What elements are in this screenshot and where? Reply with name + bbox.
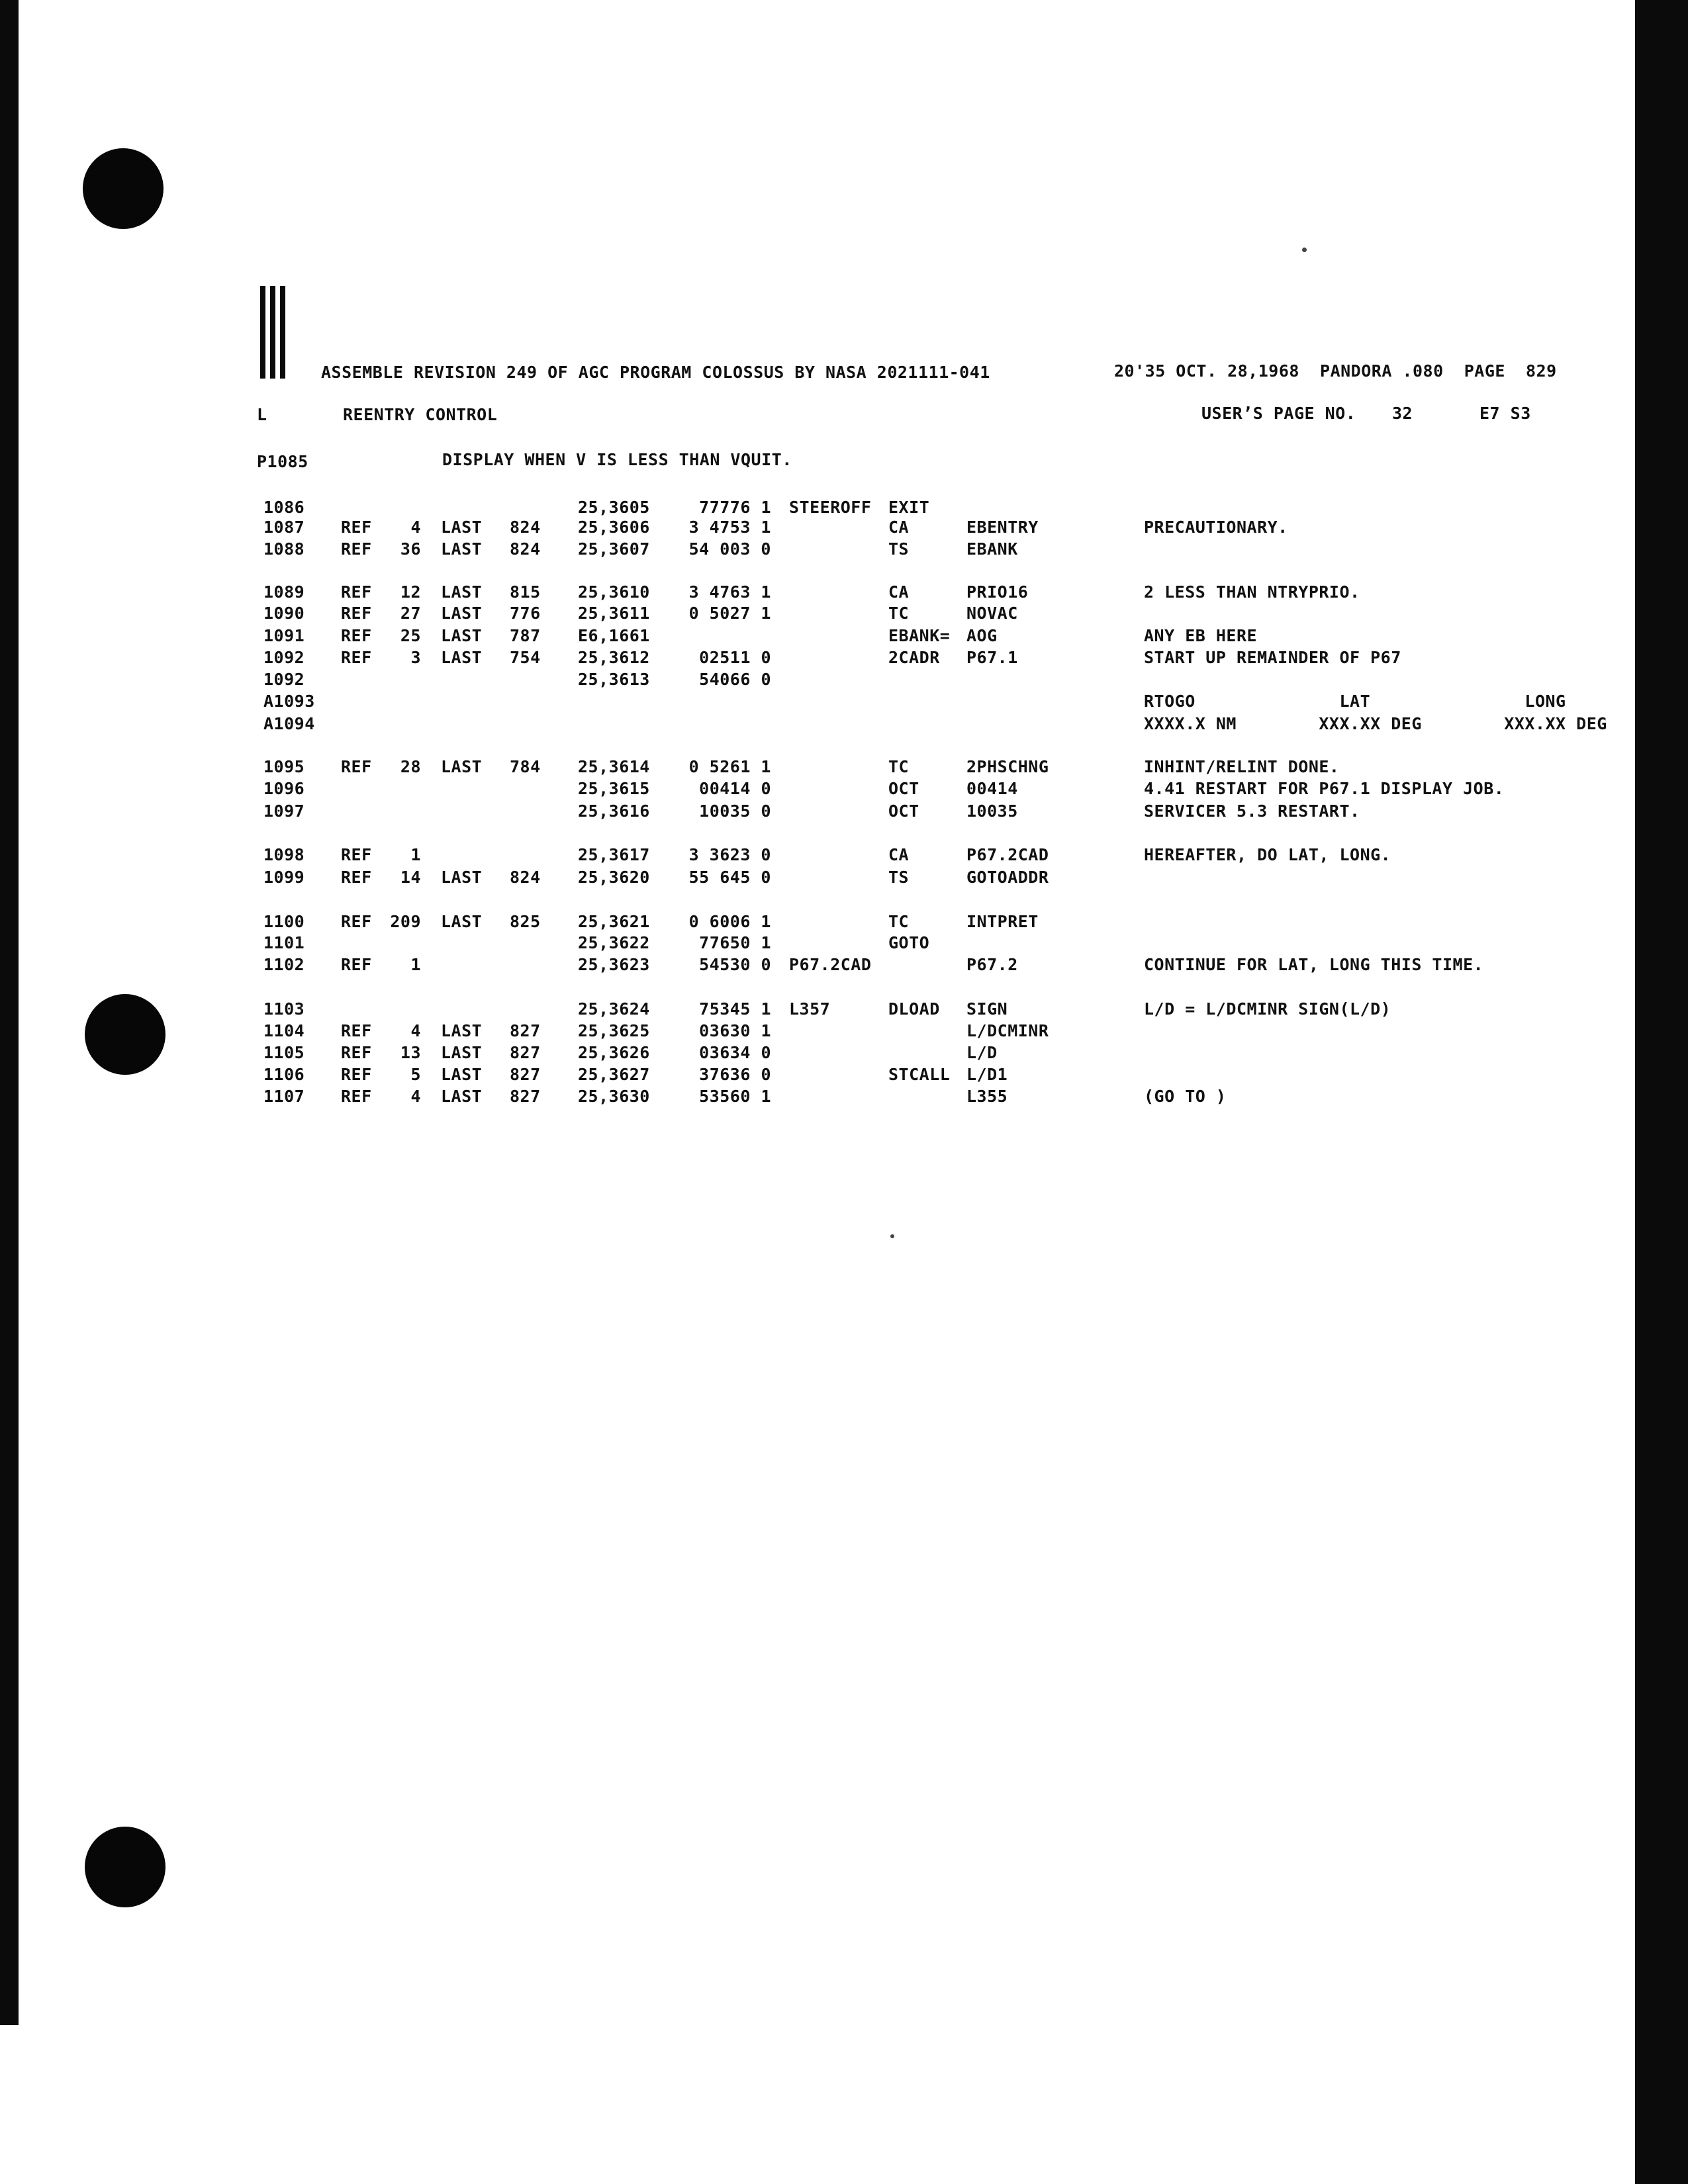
listing-cell-ref: REF <box>341 1065 372 1084</box>
listing-cell-line: 1104 <box>263 1021 305 1040</box>
listing-cell-ref: REF <box>341 912 372 931</box>
punch-hole-top <box>83 148 164 229</box>
listing-cell-lastnum: 815 <box>510 582 541 602</box>
listing-cell-ref: REF <box>341 604 372 623</box>
listing-cell-operand: P67.2CAD <box>966 845 1049 864</box>
listing-cell-last: LAST <box>441 1043 483 1062</box>
listing-cell-comment: HEREAFTER, DO LAT, LONG. <box>1144 845 1391 864</box>
listing-cell-last: LAST <box>441 757 483 776</box>
listing-cell-last: LAST <box>441 648 483 667</box>
log-section-letter: L <box>257 405 267 424</box>
listing-cell-octal: 3 3623 0 <box>688 845 771 864</box>
listing-cell-line: 1101 <box>263 933 305 952</box>
listing-cell-operand: L/D1 <box>966 1065 1008 1084</box>
listing-cell-line: 1087 <box>263 518 305 537</box>
listing-cell-refnum: 3 <box>410 648 421 667</box>
listing-cell-comment: 4.41 RESTART FOR P67.1 DISPLAY JOB. <box>1144 779 1505 798</box>
listing-cell-label: P67.2CAD <box>789 955 872 974</box>
listing-cell-lastnum: 754 <box>510 648 541 667</box>
barcode-mark <box>260 286 295 379</box>
listing-cell-operand: 2PHSCHNG <box>966 757 1049 776</box>
listing-cell-line: 1092 <box>263 648 305 667</box>
listing-cell-addr: 25,3614 <box>578 757 650 776</box>
listing-cell-line: 1086 <box>263 498 305 517</box>
scan-speck <box>890 1234 894 1238</box>
listing-cell-line: 1105 <box>263 1043 305 1062</box>
listing-cell-lastnum: 825 <box>510 912 541 931</box>
listing-cell-line: 1100 <box>263 912 305 931</box>
listing-cell-refnum: 12 <box>400 582 421 602</box>
section-title: REENTRY CONTROL <box>343 405 498 424</box>
listing-cell-last: LAST <box>441 604 483 623</box>
listing-cell-refnum: 14 <box>400 868 421 887</box>
listing-cell-refnum: 4 <box>410 518 421 537</box>
listing-cell-label: STEEROFF <box>789 498 872 517</box>
listing-cell-line: 1091 <box>263 626 305 645</box>
listing-cell-octal: 02511 0 <box>699 648 771 667</box>
listing-cell-octal: 0 5027 1 <box>688 604 771 623</box>
listing-cell-lastnum: 776 <box>510 604 541 623</box>
listing-cell-last: LAST <box>441 1065 483 1084</box>
listing-cell-last: LAST <box>441 868 483 887</box>
listing-cell-operand: EBANK <box>966 539 1018 559</box>
listing-cell-line: 1098 <box>263 845 305 864</box>
listing-cell-addr: 25,3611 <box>578 604 650 623</box>
listing-cell-octal: 3 4763 1 <box>688 582 771 602</box>
listing-cell-ref: REF <box>341 648 372 667</box>
listing-cell-comment: PRECAUTIONARY. <box>1144 518 1288 537</box>
listing-cell-comment: (GO TO ) <box>1144 1087 1227 1106</box>
listing-cell-lastnum: 787 <box>510 626 541 645</box>
listing-cell-refnum: 1 <box>410 845 421 864</box>
listing-cell-octal: 54066 0 <box>699 670 771 689</box>
listing-cell-lastnum: 827 <box>510 1065 541 1084</box>
listing-cell-lastnum: 784 <box>510 757 541 776</box>
listing-cell-addr: E6,1661 <box>578 626 650 645</box>
listing-cell-lastnum: 827 <box>510 1043 541 1062</box>
listing-cell-line: 1088 <box>263 539 305 559</box>
listing-cell-addr: 25,3616 <box>578 801 650 821</box>
user-page-number: 32 <box>1392 404 1413 423</box>
listing-cell-last: LAST <box>441 582 483 602</box>
listing-cell-lastnum: 824 <box>510 518 541 537</box>
listing-cell-op: TC <box>888 912 910 931</box>
listing-cell-addr: 25,3607 <box>578 539 650 559</box>
listing-cell-operand: P67.1 <box>966 648 1018 667</box>
listing-cell-refnum: 5 <box>410 1065 421 1084</box>
listing-cell-op: GOTO <box>888 933 930 952</box>
listing-cell-addr: 25,3610 <box>578 582 650 602</box>
listing-cell-operand: SIGN <box>966 999 1008 1019</box>
listing-cell-last: LAST <box>441 912 483 931</box>
listing-cell-lastnum: 824 <box>510 868 541 887</box>
listing-cell-label: L357 <box>789 999 831 1019</box>
listing-cell-line: 1107 <box>263 1087 305 1106</box>
listing-cell-refnum: 209 <box>390 912 421 931</box>
listing-cell-comment: INHINT/RELINT DONE. <box>1144 757 1340 776</box>
listing-cell-refnum: 4 <box>410 1021 421 1040</box>
page-header-right: 20'35 OCT. 28,1968 PANDORA .080 PAGE 829 <box>1114 361 1557 381</box>
listing-cell-comment: CONTINUE FOR LAT, LONG THIS TIME. <box>1144 955 1484 974</box>
listing-cell-ref: REF <box>341 518 372 537</box>
listing-cell-line: 1095 <box>263 757 305 776</box>
punch-hole-bottom <box>85 1827 165 1907</box>
listing-cell-line: 1097 <box>263 801 305 821</box>
listing-cell-addr: 25,3612 <box>578 648 650 667</box>
listing-cell-op: CA <box>888 845 910 864</box>
listing-cell-last: LAST <box>441 1021 483 1040</box>
listing-cell-addr: 25,3621 <box>578 912 650 931</box>
listing-cell-addr: 25,3606 <box>578 518 650 537</box>
listing-cell-comment: XXXX.X NM XXX.XX DEG XXX.XX DEG <box>1144 714 1607 733</box>
listing-cell-operand: 10035 <box>966 801 1018 821</box>
listing-cell-op: TC <box>888 757 910 776</box>
listing-cell-line: 1102 <box>263 955 305 974</box>
listing-cell-octal: 77650 1 <box>699 933 771 952</box>
listing-cell-last: LAST <box>441 518 483 537</box>
listing-cell-last: LAST <box>441 539 483 559</box>
listing-cell-lastnum: 827 <box>510 1087 541 1106</box>
listing-cell-line: 1103 <box>263 999 305 1019</box>
listing-cell-octal: 3 4753 1 <box>688 518 771 537</box>
listing-cell-addr: 25,3626 <box>578 1043 650 1062</box>
listing-cell-last: LAST <box>441 1087 483 1106</box>
listing-cell-line: A1093 <box>263 692 315 711</box>
listing-cell-addr: 25,3605 <box>578 498 650 517</box>
listing-cell-ref: REF <box>341 868 372 887</box>
listing-cell-refnum: 36 <box>400 539 421 559</box>
title-line-number: P1085 <box>257 452 308 471</box>
listing-cell-comment: RTOGO LAT LONG <box>1144 692 1566 711</box>
listing-cell-refnum: 28 <box>400 757 421 776</box>
listing-cell-line: 1096 <box>263 779 305 798</box>
listing-cell-op: OCT <box>888 801 919 821</box>
listing-cell-line: 1090 <box>263 604 305 623</box>
listing-cell-operand: PRIO16 <box>966 582 1029 602</box>
listing-cell-octal: 10035 0 <box>699 801 771 821</box>
listing-cell-operand: AOG <box>966 626 998 645</box>
listing-cell-ref: REF <box>341 1043 372 1062</box>
title-line-text: DISPLAY WHEN V IS LESS THAN VQUIT. <box>442 450 792 469</box>
listing-cell-addr: 25,3624 <box>578 999 650 1019</box>
listing-cell-op: TS <box>888 539 910 559</box>
listing-cell-ref: REF <box>341 539 372 559</box>
listing-cell-lastnum: 824 <box>510 539 541 559</box>
listing-cell-addr: 25,3615 <box>578 779 650 798</box>
listing-cell-refnum: 25 <box>400 626 421 645</box>
listing-cell-comment: ANY EB HERE <box>1144 626 1258 645</box>
listing-cell-op: CA <box>888 518 910 537</box>
listing-cell-comment: SERVICER 5.3 RESTART. <box>1144 801 1360 821</box>
listing-cell-op: EXIT <box>888 498 930 517</box>
listing-cell-operand: 00414 <box>966 779 1018 798</box>
listing-cell-operand: L/DCMINR <box>966 1021 1049 1040</box>
listing-cell-refnum: 13 <box>400 1043 421 1062</box>
listing-cell-addr: 25,3625 <box>578 1021 650 1040</box>
listing-cell-operand: P67.2 <box>966 955 1018 974</box>
listing-cell-octal: 03634 0 <box>699 1043 771 1062</box>
listing-cell-addr: 25,3617 <box>578 845 650 864</box>
user-page-label: USER’S PAGE NO. <box>1201 404 1356 423</box>
listing-cell-ref: REF <box>341 582 372 602</box>
listing-cell-addr: 25,3627 <box>578 1065 650 1084</box>
listing-cell-operand: GOTOADDR <box>966 868 1049 887</box>
listing-cell-ref: REF <box>341 1087 372 1106</box>
listing-cell-refnum: 27 <box>400 604 421 623</box>
scan-edge-left <box>0 0 19 2025</box>
listing-cell-comment: L/D = L/DCMINR SIGN(L/D) <box>1144 999 1391 1019</box>
listing-cell-line: 1089 <box>263 582 305 602</box>
listing-cell-octal: 55 645 0 <box>688 868 771 887</box>
listing-cell-op: 2CADR <box>888 648 940 667</box>
listing-cell-octal: 37636 0 <box>699 1065 771 1084</box>
listing-cell-octal: 00414 0 <box>699 779 771 798</box>
listing-cell-octal: 75345 1 <box>699 999 771 1019</box>
scan-speck <box>1302 248 1307 252</box>
listing-cell-op: CA <box>888 582 910 602</box>
listing-cell-op: EBANK= <box>888 626 951 645</box>
listing-cell-comment: 2 LESS THAN NTRYPRIO. <box>1144 582 1360 602</box>
listing-cell-addr: 25,3623 <box>578 955 650 974</box>
listing-cell-operand: L355 <box>966 1087 1008 1106</box>
listing-cell-op: TS <box>888 868 910 887</box>
listing-cell-operand: NOVAC <box>966 604 1018 623</box>
listing-cell-ref: REF <box>341 955 372 974</box>
page-header-left: ASSEMBLE REVISION 249 OF AGC PROGRAM COLOSSUS BY NASA 2021111-041 <box>321 363 990 382</box>
listing-cell-addr: 25,3622 <box>578 933 650 952</box>
listing-cell-last: LAST <box>441 626 483 645</box>
listing-cell-op: OCT <box>888 779 919 798</box>
listing-cell-addr: 25,3613 <box>578 670 650 689</box>
listing-cell-ref: REF <box>341 626 372 645</box>
listing-cell-lastnum: 827 <box>510 1021 541 1040</box>
listing-cell-line: 1106 <box>263 1065 305 1084</box>
listing-cell-addr: 25,3620 <box>578 868 650 887</box>
listing-cell-ref: REF <box>341 845 372 864</box>
listing-cell-refnum: 4 <box>410 1087 421 1106</box>
listing-cell-octal: 53560 1 <box>699 1087 771 1106</box>
listing-cell-octal: 77776 1 <box>699 498 771 517</box>
listing-cell-octal: 54 003 0 <box>688 539 771 559</box>
listing-cell-line: 1099 <box>263 868 305 887</box>
listing-cell-octal: 0 6006 1 <box>688 912 771 931</box>
punch-hole-middle <box>85 994 165 1075</box>
listing-cell-op: TC <box>888 604 910 623</box>
listing-cell-operand: EBENTRY <box>966 518 1039 537</box>
listing-cell-op: STCALL <box>888 1065 951 1084</box>
listing-cell-ref: REF <box>341 1021 372 1040</box>
listing-cell-octal: 0 5261 1 <box>688 757 771 776</box>
listing-cell-addr: 25,3630 <box>578 1087 650 1106</box>
listing-cell-refnum: 1 <box>410 955 421 974</box>
listing-cell-op: DLOAD <box>888 999 940 1019</box>
listing-cell-octal: 03630 1 <box>699 1021 771 1040</box>
listing-cell-comment: START UP REMAINDER OF P67 <box>1144 648 1401 667</box>
listing-cell-line: 1092 <box>263 670 305 689</box>
scan-edge-right <box>1635 0 1688 2184</box>
listing-cell-ref: REF <box>341 757 372 776</box>
page-code: E7 S3 <box>1479 404 1531 423</box>
listing-cell-octal: 54530 0 <box>699 955 771 974</box>
listing-cell-operand: INTPRET <box>966 912 1039 931</box>
listing-cell-operand: L/D <box>966 1043 998 1062</box>
listing-cell-line: A1094 <box>263 714 315 733</box>
